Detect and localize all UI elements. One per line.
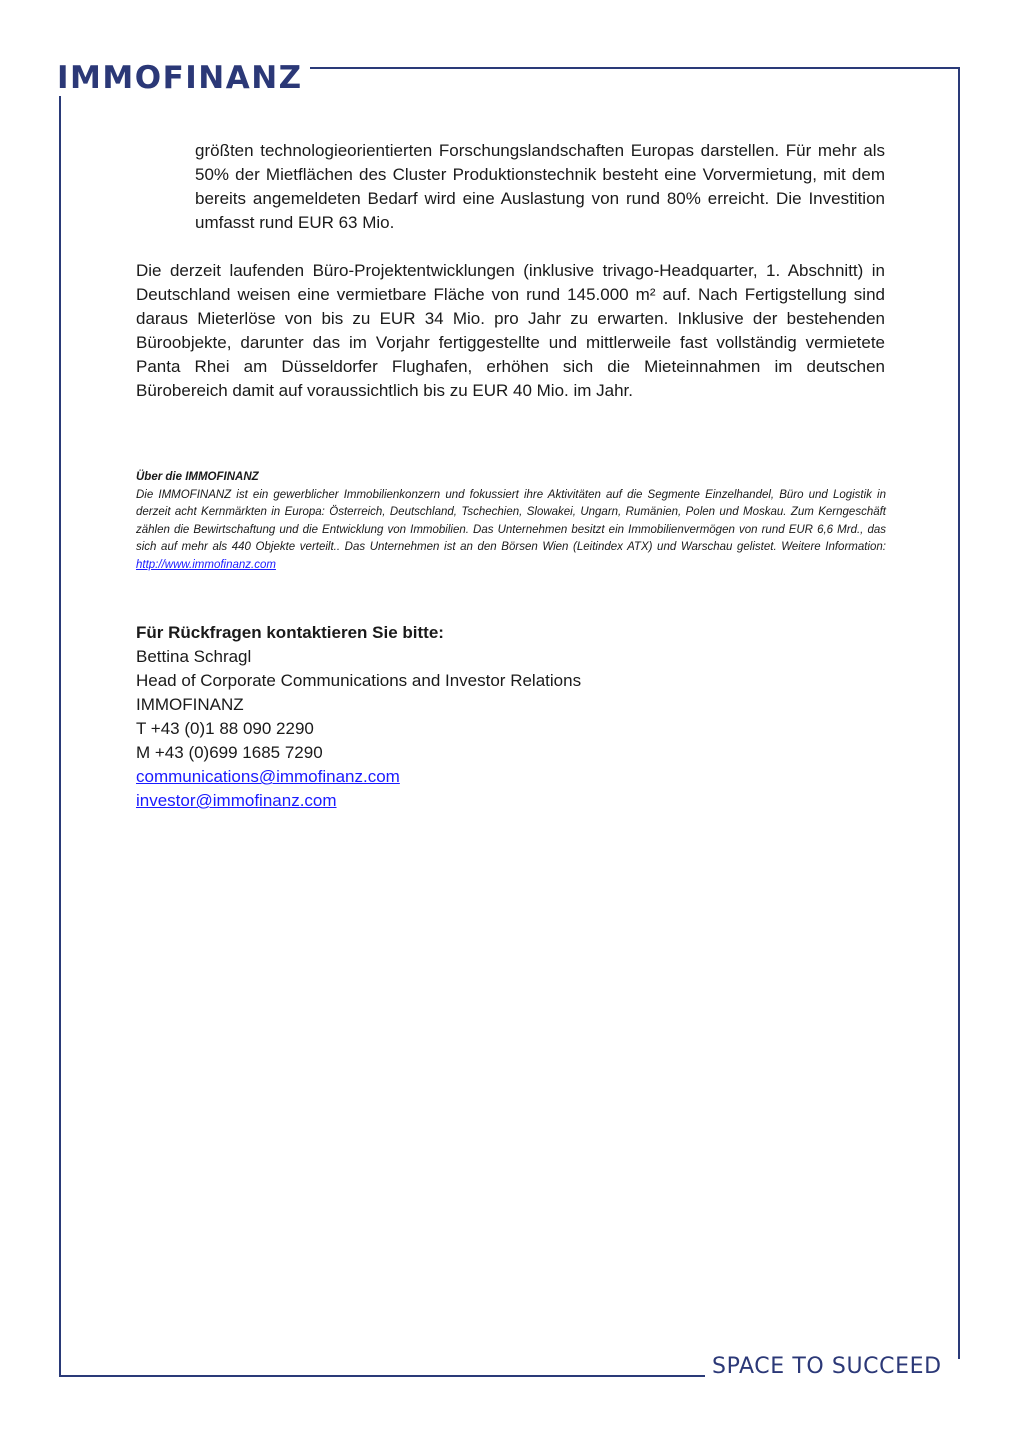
contact-mobile: M +43 (0)699 1685 7290 xyxy=(136,743,323,762)
contact-name: Bettina Schragl xyxy=(136,647,252,666)
email-investor-link[interactable]: investor@immofinanz.com xyxy=(136,791,337,810)
about-title: Über die IMMOFINANZ xyxy=(136,471,259,483)
body-paragraph-2: Die derzeit laufenden Büro-Projektentwicklungen (inklusive trivago-Headquarter, 1. Abschnitt) in Deutschland weisen eine vermietbare Fläche von rund 145.000 m² auf. Nach Fertigstellung sind daraus Mieterlöse von bis zu EUR 34 Mio. pro Jahr zu erwarten. Inklusive der bestehenden Büroobjekte, darunter das im Vorjahr fertiggestellte und mittlerweile fast vollständig vermietete Panta Rhei am Düsseldorfer Flughafen, erhöhen sich die Mieteinnahmen im deutschen Bürobereich damit auf voraussichtlich bis zu EUR 40 Mio. im Jahr. xyxy=(136,261,885,400)
contact-company: IMMOFINANZ xyxy=(136,695,244,714)
about-section xyxy=(136,469,886,574)
contact-section xyxy=(136,621,836,813)
about-text xyxy=(136,487,886,575)
frame-right-line xyxy=(958,67,960,1359)
contact-phone: T +43 (0)1 88 090 2290 xyxy=(136,719,314,738)
footer-tagline: SPACE TO SUCCEED xyxy=(712,1354,942,1379)
email-communications-link[interactable]: communications@immofinanz.com xyxy=(136,767,400,786)
contact-heading: Für Rückfragen kontaktieren Sie bitte: xyxy=(136,623,444,642)
about-text-body: Die IMMOFINANZ ist ein gewerblicher Immobilienkonzern und fokussiert ihre Aktivitäten auf die Segmente Einzelhandel, Büro und Logistik in derzeit acht Kernmärkten in Europa: Österreich, Deutschland, Tschechien, Slowakei, Ungarn, Rumänien, Polen und Moskau. Zum Kerngeschäft zählen die Bewirtschaftung und die Entwicklung von Immobilien. Das Unternehmen besitzt ein Immobilienvermögen von rund EUR 6,6 Mrd., das sich auf mehr als 440 Objekte verteilt.. Das Unternehmen ist an den Börsen Wien (Leitindex ATX) und Warschau gelistet. Weitere Information: xyxy=(136,488,886,553)
contact-role: Head of Corporate Communications and Investor Relations xyxy=(136,671,582,690)
website-link[interactable]: http://www.immofinanz.com xyxy=(136,558,276,571)
frame-top-line xyxy=(310,67,960,69)
frame-bottom-line xyxy=(59,1375,705,1377)
frame-left-line xyxy=(59,96,61,1376)
company-logo: IMMOFINANZ xyxy=(57,60,303,96)
body-paragraph-1: größten technologieorientierten Forschungslandschaften Europas darstellen. Für mehr als 50% der Mietflächen des Cluster Produktionstechnik besteht eine Vorvermietung, mit dem bereits angemeldeten Bedarf wird eine Auslastung von rund 80% erreicht. Die Investition umfasst rund EUR 63 Mio. xyxy=(195,141,885,232)
